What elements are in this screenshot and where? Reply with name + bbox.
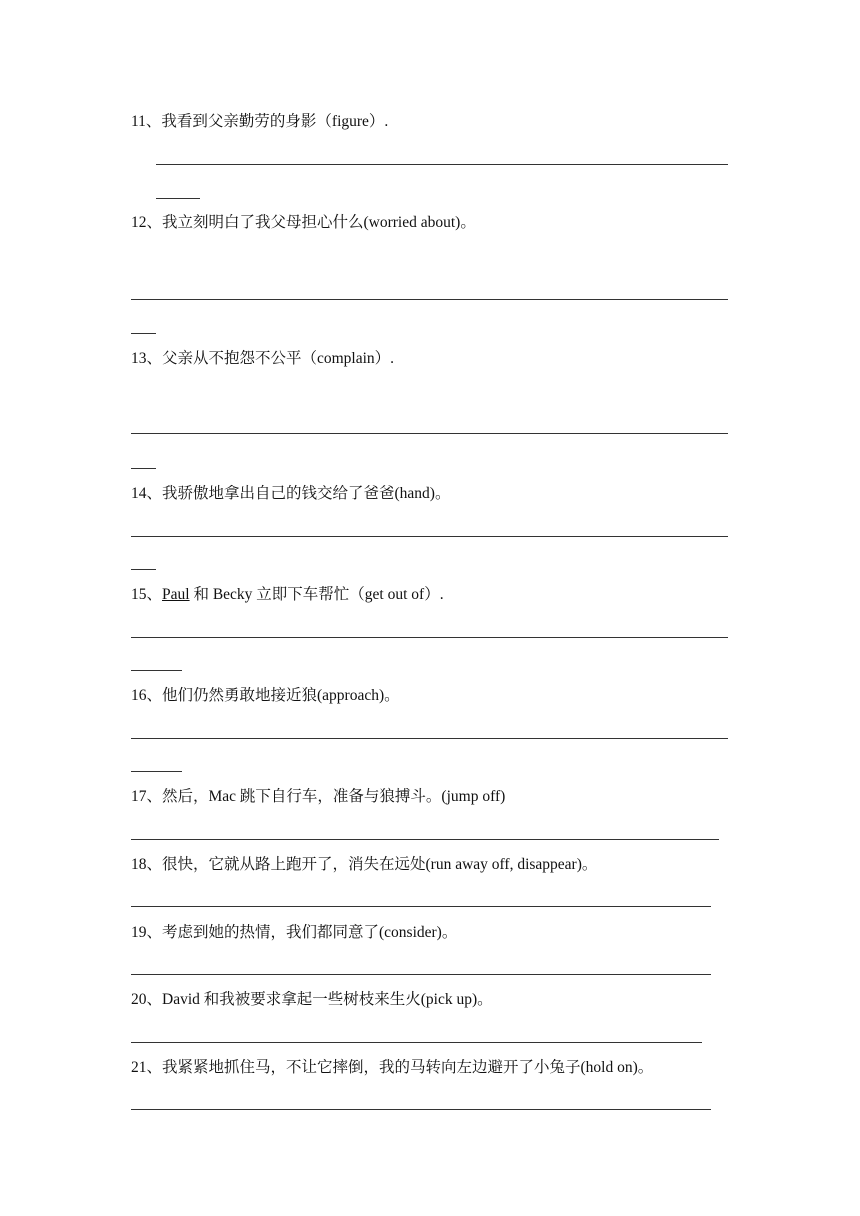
question-12: 12、我立刻明白了我父母担心什么(worried about)。 [131, 214, 476, 231]
question-18: 18、很快，它就从路上跑开了，消失在远处(run away off, disappear)。 [131, 856, 598, 873]
answer-line-13b [131, 468, 156, 469]
question-21: 21、我紧紧地抓住马，不让它摔倒，我的马转向左边避开了小兔子(hold on)。 [131, 1059, 654, 1076]
answer-line-20 [131, 1042, 702, 1043]
question-19: 19、考虑到她的热情，我们都同意了(consider)。 [131, 924, 458, 941]
question-17: 17、然后，Mac 跳下自行车，准备与狼搏斗。(jump off) [131, 788, 506, 805]
answer-line-21 [131, 1109, 711, 1110]
answer-line-14b [131, 569, 156, 570]
answer-line-15b [131, 670, 182, 671]
question-16: 16、他们仍然勇敢地接近狼(approach)。 [131, 687, 400, 704]
question-13: 13、父亲从不抱怨不公平（complain）. [131, 350, 395, 367]
answer-line-16a [131, 738, 728, 739]
answer-line-13a [131, 433, 728, 434]
question-20: 20、David 和我被要求拿起一些树枝来生火(pick up)。 [131, 991, 493, 1008]
answer-line-19 [131, 974, 711, 975]
question-15 [131, 585, 444, 605]
answer-line-11b [156, 198, 200, 199]
answer-line-16b [131, 771, 182, 772]
question-15-name: Paul [162, 586, 190, 603]
question-15-rest: 和 Becky 立即下车帮忙（get out of）. [189, 586, 444, 603]
answer-line-18 [131, 906, 711, 907]
answer-line-14a [131, 536, 728, 537]
question-15-number: 15、 [131, 586, 163, 603]
answer-line-12b [131, 333, 156, 334]
question-11: 11、我看到父亲勤劳的身影（figure）. [131, 113, 389, 130]
answer-line-12a [131, 299, 728, 300]
answer-line-11a [156, 164, 728, 165]
answer-line-15a [131, 637, 728, 638]
question-14: 14、我骄傲地拿出自己的钱交给了爸爸(hand)。 [131, 485, 451, 502]
answer-line-17 [131, 839, 719, 840]
